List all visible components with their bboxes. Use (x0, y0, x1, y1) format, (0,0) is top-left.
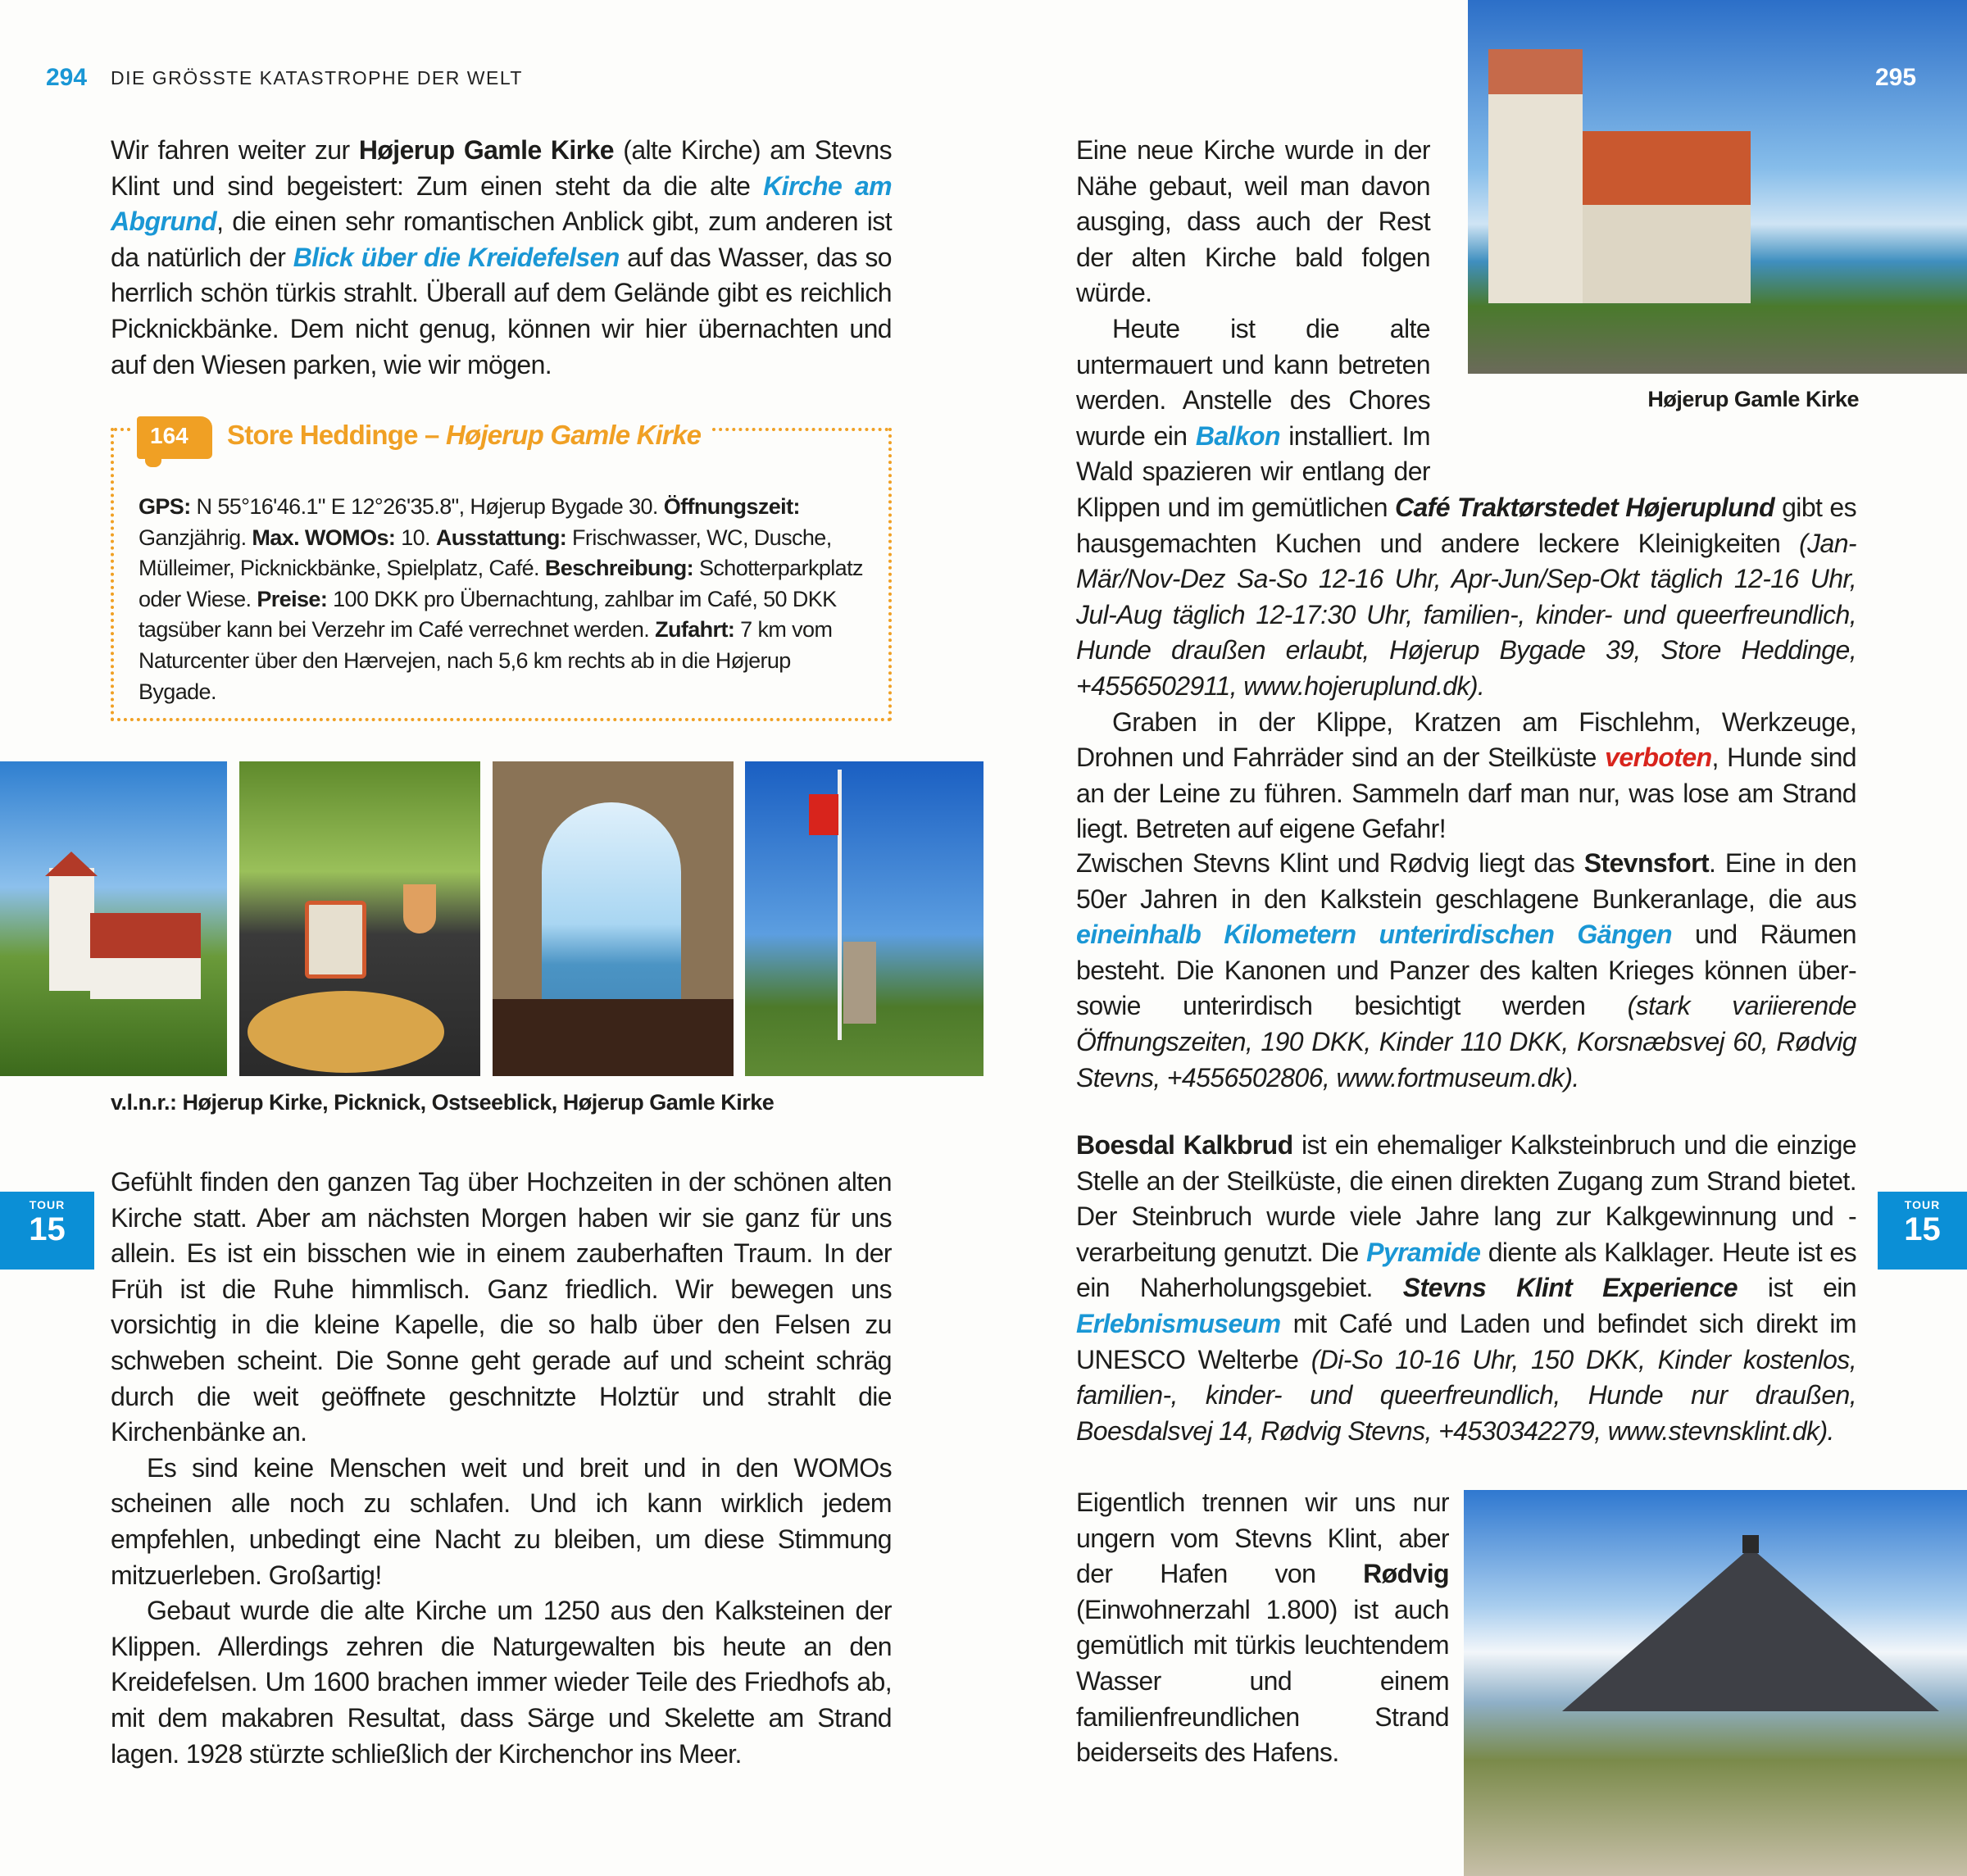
stellplatz-title-main: Store Heddinge – (227, 420, 446, 450)
top-photo-caption: Højerup Gamle Kirke (1647, 387, 1859, 411)
pyramid-top (1742, 1535, 1759, 1553)
intro-paragraph (111, 133, 892, 383)
text-run: Es sind keine Menschen weit und breit und in den WOMOs scheinen alle noch zu schlafen. Und ich kann wirklich jedem empfehlen, unbedingt eine Nacht zu bleiben, um diese Stimmung mitzuerleben. Großartig! (111, 1452, 892, 1590)
bold-term: Öffnungszeit: (663, 494, 800, 519)
text-run: und Räumen besteht. Die Kanonen und Panzer des kalten Krieges können über- sowie unterirdisch besichtigt werden (1076, 920, 1857, 1021)
text-run: Schotterparkplatz oder Wiese. (139, 556, 863, 611)
right-body-text (1076, 133, 1856, 847)
text-run: installiert. Im Wald spazieren wir entlang der Klippen und im gemütlichen (1076, 420, 1430, 522)
running-head: DIE GRÖSSTE KATASTROPHE DER WELT (111, 67, 523, 89)
bold-term: Højerup Gamle Kirke (358, 135, 614, 165)
church-roof (45, 852, 98, 876)
text-run: gibt es hausgemachten Kuchen und andere leckere Kleinigkeiten (1076, 492, 1856, 558)
text-run: , die einen sehr romantischen Anblick gibt, zum anderen ist da natürlich der (111, 207, 892, 272)
tower-gable (1488, 49, 1583, 94)
stellplatz-title (227, 420, 701, 451)
roedvig-paragraph (1076, 1485, 1449, 1771)
paragraph (1076, 1128, 1856, 1449)
bold-term: Stevnsfort (1583, 848, 1710, 878)
bold-term: Boesdal Kalkbrud (1076, 1130, 1293, 1160)
photo-picknick (239, 761, 480, 1076)
church-tower (843, 942, 876, 1024)
text-run: auf das Wasser, das so herrlich schön türkis strahlt. Überall auf dem Gelände gibt es reichlich Picknickbänke. Dem nicht genug, können wir hier übernachten und auf den Wiesen parken, wie wir mögen. (111, 242, 892, 379)
tour-tab-right (1878, 1192, 1967, 1270)
photo-hoejerup-kirke (0, 761, 227, 1076)
highlight-link: Balkon (1195, 420, 1280, 451)
bold-term: Max. WOMOs: (252, 525, 402, 550)
text-run: (alte Kirche) am Stevns Klint und sind begeistert: Zum einen steht da die alte (111, 135, 892, 201)
stellplatz-box (111, 420, 892, 721)
bold-term: Rødvig (1363, 1559, 1449, 1589)
highlight-link: Erlebnismuseum (1076, 1308, 1281, 1338)
text-run: mit Café und Laden und befindet sich direkt im UNESCO Welterbe (1076, 1308, 1856, 1374)
text-run: N 55°16'46.1" E 12°26'35.8", Højerup Bygade 30. (196, 494, 664, 519)
tour-number: 15 (29, 1211, 66, 1247)
page-number-right: 295 (1875, 64, 1917, 91)
stellplatz-title-italic: Højerup Gamle Kirke (445, 420, 702, 450)
box-border-dots (114, 428, 130, 431)
basket (305, 901, 366, 979)
text-run: . Eine in den 50er Jahren in den Kalkstein geschlagene Bunkeranlage, die aus (1076, 848, 1857, 914)
left-body-text (111, 1165, 892, 1772)
tour-label: TOUR (1904, 1198, 1941, 1211)
text-run: Wir fahren weiter zur (111, 135, 359, 165)
highlight-link: eineinhalb Kilometern unterirdischen Gängen (1076, 920, 1672, 950)
church-wall (90, 958, 201, 999)
page-number-left: 294 (46, 64, 88, 91)
stevnsfort-paragraph (1076, 846, 1856, 1096)
text-run: , Hunde sind an der Leine zu führen. Sammeln darf man nur, was lose am Strand liegt. Betreten auf eigene Gefahr! (1076, 743, 1856, 844)
paragraph (111, 1593, 892, 1772)
sandwich-board (248, 991, 444, 1073)
text-run: Frischwasser, WC, Dusche, Mülleimer, Picknickbänke, Spielplatz, Café. (139, 525, 832, 581)
text-run: Graben in der Klippe, Kratzen am Fischlehm, Werkzeuge, Drohnen und Fahrräder sind an der Steilküste (1076, 706, 1856, 773)
bold-term: Preise: (257, 586, 334, 611)
pyramid-building (1562, 1547, 1939, 1711)
text-run: ist ein (1737, 1273, 1857, 1303)
highlighted-name: Stevns Klint Experience (1402, 1273, 1738, 1303)
text-run: ist ein ehemaliger Kalksteinbruch und die einzige Stelle an der Steilküste, die einen direkten Zugang zum Strand bietet. Der Steinbruch wurde viele Jahre lang zur Kalkgewinnung und -verarbeitung genutzt. Die (1076, 1130, 1856, 1267)
text-run: Zwischen Stevns Klint und Rødvig liegt das (1076, 848, 1584, 878)
paragraph (1076, 846, 1856, 1096)
danish-flag (809, 794, 838, 835)
photo-hoejerup-gamle-kirke (745, 761, 984, 1076)
bold-term: GPS: (139, 494, 197, 519)
text-run: Gebaut wurde die alte Kirche um 1250 aus den Kalksteinen der Klippen. Allerdings zehren die Naturgewalten bis heute an den Kreidefelsen. Um 1600 brachen immer wieder Teile des Friedhofs ab, mit dem makabren Resultat, dass Särge und Skelette am Strand lagen. 1928 stürzte schließlich der Kirchenchor ins Meer. (111, 1596, 892, 1769)
highlight-link: Pyramide (1366, 1237, 1481, 1267)
tour-number: 15 (1904, 1211, 1941, 1247)
church-roof (90, 913, 201, 962)
paragraph (1076, 1485, 1449, 1771)
paragraph (1076, 705, 1856, 847)
text-run: Eigentlich trennen wir uns nur ungern vom Stevns Klint, aber der Hafen von (1076, 1488, 1449, 1589)
highlight-link: Blick über die Kreidefelsen (293, 242, 620, 272)
stellplatz-details (139, 492, 865, 707)
paragraph (111, 1165, 892, 1451)
info-details: (Jan-Mär/Nov-Dez Sa-So 12-16 Uhr, Apr-Jun/Sep-Okt täglich 12-16 Uhr, Jul-Aug täglich 12-17:30 Uhr, familien-, kinder- und queerfreundlich, Hunde draußen erlaubt, Højerup Bygade 39, Store Heddinge, +4556502911, www.hojeruplund.dk). (1076, 528, 1856, 701)
text-run: diente als Kalklager. Heute ist es ein Naherholungsgebiet. (1076, 1237, 1856, 1303)
bold-term: Ausstattung: (435, 525, 573, 550)
bold-term: Beschreibung: (544, 556, 699, 581)
photo-ostseeblick (493, 761, 734, 1076)
warning-term: verboten (1605, 743, 1712, 773)
stellplatz-number-badge: 164 (137, 416, 212, 459)
bold-term: Zufahrt: (655, 617, 741, 643)
boesdal-paragraph (1076, 1128, 1856, 1449)
text-run: 100 DKK pro Übernachtung, zahlbar im Café, 50 DKK tagsüber kann bei Verzehr im Café verrechnet werden. (139, 586, 837, 643)
box-border-dots (712, 428, 888, 431)
info-details: (stark variierende Öffnungszeiten, 190 DKK, Kinder 110 DKK, Korsnæbsvej 60, Rødvig Stevns, +4556502806, www.fortmuseum.dk). (1076, 991, 1857, 1092)
paragraph (139, 492, 865, 707)
text-run: Gefühlt finden den ganzen Tag über Hochzeiten in der schönen alten Kirche statt. Aber am nächsten Morgen haben wir sie ganz für uns allein. Es ist ein bisschen wie in einem zauberhaften Traum. In der Früh ist die Ruhe himmlisch. Ganz friedlich. Wir bewegen uns vorsichtig in die kleine Kapelle, die so halb über den Felsen zu schweben scheint. Die Sonne geht gerade auf und scheint schräg durch die weit geöffnete geschnitzte Holztür und strahlt die Kirchenbänke an. (111, 1167, 892, 1447)
text-run: (Einwohnerzahl 1.800) ist auch gemütlich mit türkis leuchtendem Wasser und einem familienfreundlichen Strand beiderseits des Hafens. (1076, 1594, 1449, 1768)
paragraph (111, 1451, 892, 1593)
highlighted-name: Café Traktørstedet Højeruplund (1394, 492, 1775, 522)
church-pews (493, 999, 734, 1076)
photo-pyramide (1464, 1490, 1967, 1876)
text-run: Ganzjährig. (139, 525, 252, 550)
float-spacer (1430, 133, 1856, 469)
paragraph (111, 133, 892, 383)
text-run: Eine neue Kirche wurde in der Nähe gebaut, weil man davon ausging, dass auch der Rest der alten Kirche bald folgen würde. (1076, 135, 1430, 308)
text-run: 10. (401, 525, 436, 550)
tour-tab-left (0, 1192, 94, 1270)
tour-label: TOUR (29, 1198, 66, 1211)
text-run: 7 km vom Naturcenter über den Hærvejen, nach 5,6 km rechts ab in die Højerup Bygade. (139, 617, 833, 704)
info-details: (Di-So 10-16 Uhr, 150 DKK, Kinder kostenlos, familien-, kinder- und queerfreundlich, Hunde nur draußen, Boesdalsvej 14, Rødvig Stevns, +4530342279, www.stevnsklint.dk). (1076, 1344, 1856, 1446)
wine-glass (403, 884, 436, 933)
church-tower (49, 868, 94, 991)
photo-strip-caption: v.l.n.r.: Højerup Kirke, Picknick, Ostseeblick, Højerup Gamle Kirke (111, 1090, 775, 1115)
highlight-link: Kirche am Abgrund (111, 170, 892, 237)
text-run: Heute ist die alte untermauert und kann betreten werden. Anstelle des Chores wurde ein (1076, 313, 1430, 451)
